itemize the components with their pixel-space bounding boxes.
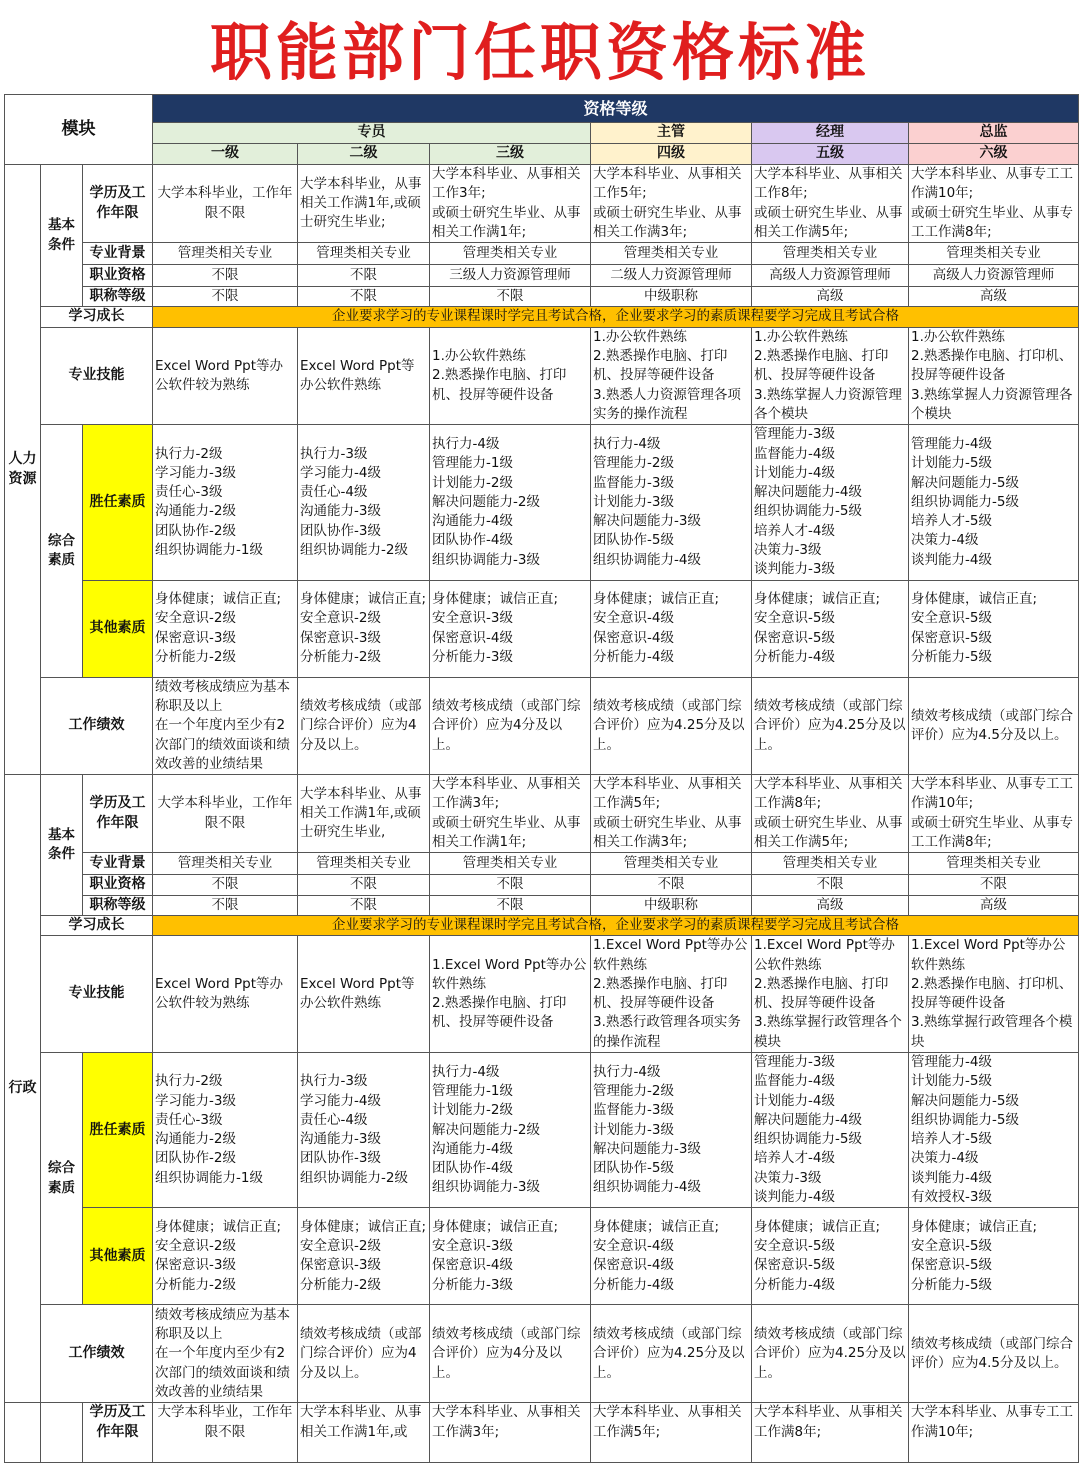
education-cell: 大学本科毕业、从事相关工作8年; 或硕士研究生毕业、从事相关工作满5年; xyxy=(752,165,909,243)
education-cell: 大学本科毕业、从事相关工作满1年,或硕士研究生毕业, xyxy=(298,775,430,853)
certification-cell: 不限 xyxy=(752,875,909,895)
level-header-4: 四级 xyxy=(591,144,752,165)
skills-cell: 1.Excel Word Ppt等办公软件熟练 2.熟悉操作电脑、打印机、投屏等硬件设备 3.熟练掌握行政管理各个模块 xyxy=(909,936,1079,1053)
education-cell: 大学本科毕业，工作年限不限 xyxy=(153,775,298,853)
education-cell: 大学本科毕业、从事相关工作满5年; 或硕士研究生毕业、从事相关工作满3年; xyxy=(591,775,752,853)
other-quality-cell: 身体健康；诚信正直; 安全意识-4级 保密意识-4级 分析能力-4级 xyxy=(591,580,752,677)
performance-cell: 绩效考核成绩（或部门综合评价）应为4.25分及以上。 xyxy=(752,677,909,774)
performance-cell: 绩效考核成绩（或部门综合评价）应为4分及以上。 xyxy=(298,1305,430,1403)
education-label: 学历及工作年限 xyxy=(83,775,153,853)
competency-cell: 执行力-3级 学习能力-4级 责任心-4级 沟通能力-3级 团队协作-3级 组织协调能力-2级 xyxy=(298,1052,430,1207)
major-cell: 管理类相关专业 xyxy=(591,243,752,265)
competency-cell: 执行力-3级 学习能力-4级 责任心-4级 沟通能力-3级 团队协作-3级 组织协调能力-2级 xyxy=(298,425,430,580)
certification-cell: 二级人力资源管理师 xyxy=(591,265,752,287)
certification-cell: 不限 xyxy=(298,875,430,895)
major-cell: 管理类相关专业 xyxy=(752,243,909,265)
title-level-cell: 中级职称 xyxy=(591,895,752,915)
other-quality-cell: 身体健康；诚信正直; 安全意识-2级 保密意识-3级 分析能力-2级 xyxy=(153,1208,298,1305)
skills-cell: 1.Excel Word Ppt等办公软件熟练 2.熟悉操作电脑、打印机、投屏等硬件设备 3.熟悉行政管理各项实务的操作流程 xyxy=(591,936,752,1053)
skills-label: 专业技能 xyxy=(41,936,153,1053)
title-level-label: 职称等级 xyxy=(83,895,153,915)
competency-cell: 执行力-4级 管理能力-2级 监督能力-3级 计划能力-3级 解决问题能力-3级 团队协作-5级 组织协调能力-4级 xyxy=(591,1052,752,1207)
other-quality-cell: 身体健康；诚信正直; 安全意识-4级 保密意识-4级 分析能力-4级 xyxy=(591,1208,752,1305)
group-header-manager: 经理 xyxy=(752,123,909,144)
other-quality-cell: 身体健康；诚信正直; 安全意识-5级 保密意识-5级 分析能力-5级 xyxy=(909,1208,1079,1305)
skills-cell: 1.办公软件熟练 2.熟悉操作电脑、打印机、投屏等硬件设备 3.熟悉人力资源管理各项实务的操作流程 xyxy=(591,327,752,424)
other-quality-cell: 身体健康；诚信正直; 安全意识-3级 保密意识-4级 分析能力-3级 xyxy=(430,580,591,677)
title-level-label: 职称等级 xyxy=(83,287,153,307)
major-label: 专业背景 xyxy=(83,853,153,875)
learning-growth-label: 学习成长 xyxy=(41,915,153,935)
certification-label: 职业资格 xyxy=(83,265,153,287)
competency-cell: 管理能力-3级 监督能力-4级 计划能力-4级 解决问题能力-4级 组织协调能力-5级 培养人才-4级 决策力-3级 谈判能力-3级 xyxy=(752,425,909,580)
skills-cell: Excel Word Ppt等办公软件较为熟练 xyxy=(153,936,298,1053)
other-quality-label: 其他素质 xyxy=(83,1208,153,1305)
learning-growth-text: 企业要求学习的专业课程课时学完且考试合格，企业要求学习的素质课程要学习完成且考试合格 xyxy=(153,915,1079,935)
other-quality-cell: 身体健康，诚信正直; 安全意识-5级 保密意识-5级 分析能力-5级 xyxy=(909,580,1079,677)
education-cell: 大学本科毕业、从事相关工作满8年; 或硕士研究生毕业、从事相关工作满5年; xyxy=(752,775,909,853)
competency-cell: 管理能力-4级 计划能力-5级 解决问题能力-5级 组织协调能力-5级 培养人才-5级 决策力-4级 谈判能力-4级 有效授权-3级 xyxy=(909,1052,1079,1207)
other-quality-cell: 身体健康；诚信正直; 安全意识-3级 保密意识-4级 分析能力-3级 xyxy=(430,1208,591,1305)
competency-cell: 执行力-2级 学习能力-3级 责任心-3级 沟通能力-2级 团队协作-2级 组织协调能力-1级 xyxy=(153,1052,298,1207)
title-level-cell: 中级职称 xyxy=(591,287,752,307)
education-cell: 大学本科毕业，工作年限不限 xyxy=(153,165,298,243)
education-cell: 大学本科毕业、从事相关工作满1年,或 xyxy=(298,1403,430,1463)
major-cell: 管理类相关专业 xyxy=(752,853,909,875)
performance-cell: 绩效考核成绩（或部门综合评价）应为4分及以上。 xyxy=(430,677,591,774)
performance-label: 工作绩效 xyxy=(41,677,153,774)
performance-label: 工作绩效 xyxy=(41,1305,153,1403)
title-level-cell: 不限 xyxy=(430,895,591,915)
level-header-1: 一级 xyxy=(153,144,298,165)
certification-cell: 不限 xyxy=(909,875,1079,895)
performance-cell: 绩效考核成绩应为基本称职及以上 在一个年度内至少有2次部门的绩效面谈和绩效改善的业绩结果 xyxy=(153,1305,298,1403)
title-level-cell: 不限 xyxy=(298,287,430,307)
certification-cell: 不限 xyxy=(153,875,298,895)
module-header: 模块 xyxy=(5,95,153,165)
performance-cell: 绩效考核成绩（或部门综合评价）应为4.5分及以上。 xyxy=(909,677,1079,774)
certification-cell: 高级人力资源管理师 xyxy=(752,265,909,287)
certification-cell: 高级人力资源管理师 xyxy=(909,265,1079,287)
skills-label: 专业技能 xyxy=(41,327,153,424)
title-level-cell: 不限 xyxy=(153,895,298,915)
level-header-2: 二级 xyxy=(298,144,430,165)
major-cell: 管理类相关专业 xyxy=(909,243,1079,265)
skills-cell: Excel Word Ppt等办公软件较为熟练 xyxy=(153,327,298,424)
skills-cell: 1.办公软件熟练 2.熟悉操作电脑、打印机、投屏等硬件设备 3.熟练掌握人力资源管理各个模块 xyxy=(909,327,1079,424)
group-header-supervisor: 主管 xyxy=(591,123,752,144)
performance-cell: 绩效考核成绩（或部门综合评价）应为4.25分及以上。 xyxy=(591,677,752,774)
major-cell: 管理类相关专业 xyxy=(298,243,430,265)
other-quality-cell: 身体健康；诚信正直; 安全意识-2级 保密意识-3级 分析能力-2级 xyxy=(153,580,298,677)
certification-label: 职业资格 xyxy=(83,875,153,895)
education-cell: 大学本科毕业、从事相关工作3年; 或硕士研究生毕业、从事相关工作满1年; xyxy=(430,165,591,243)
performance-cell: 绩效考核成绩（或部门综合评价）应为4.25分及以上。 xyxy=(591,1305,752,1403)
education-cell: 大学本科毕业，工作年限不限 xyxy=(153,1403,298,1463)
composite-quality-label: 综合素质 xyxy=(41,1052,83,1304)
title-level-cell: 高级 xyxy=(909,287,1079,307)
major-cell: 管理类相关专业 xyxy=(298,853,430,875)
section-name: 人力资源 xyxy=(5,165,41,775)
major-cell: 管理类相关专业 xyxy=(153,853,298,875)
other-quality-cell: 身体健康；诚信正直; 安全意识-5级 保密意识-5级 分析能力-4级 xyxy=(752,1208,909,1305)
competency-cell: 管理能力-3级 监督能力-4级 计划能力-4级 解决问题能力-4级 组织协调能力-5级 培养人才-4级 决策力-3级 谈判能力-4级 xyxy=(752,1052,909,1207)
major-cell: 管理类相关专业 xyxy=(153,243,298,265)
title-level-cell: 不限 xyxy=(430,287,591,307)
basic-conditions-label: 基本条件 xyxy=(41,165,83,307)
level-header-3: 三级 xyxy=(430,144,591,165)
skills-cell: 1.Excel Word Ppt等办公软件熟练 2.熟悉操作电脑、打印机、投屏等硬件设备 xyxy=(430,936,591,1053)
level-header-5: 五级 xyxy=(752,144,909,165)
certification-cell: 不限 xyxy=(153,265,298,287)
title-level-cell: 高级 xyxy=(909,895,1079,915)
education-cell: 大学本科毕业、从事相关工作满3年; xyxy=(430,1403,591,1463)
competency-cell: 执行力-4级 管理能力-1级 计划能力-2级 解决问题能力-2级 沟通能力-4级 团队协作-4级 组织协调能力-3级 xyxy=(430,425,591,580)
education-label: 学历及工作年限 xyxy=(83,165,153,243)
major-cell: 管理类相关专业 xyxy=(909,853,1079,875)
performance-cell: 绩效考核成绩（或部门综合评价）应为4分及以上。 xyxy=(298,677,430,774)
major-cell: 管理类相关专业 xyxy=(430,243,591,265)
certification-cell: 不限 xyxy=(430,875,591,895)
other-quality-cell: 身体健康；诚信正直; 安全意识-2级 保密意识-3级 分析能力-2级 xyxy=(298,1208,430,1305)
performance-cell: 绩效考核成绩应为基本称职及以上 在一个年度内至少有2次部门的绩效面谈和绩效改善的业绩结果 xyxy=(153,677,298,774)
performance-cell: 绩效考核成绩（或部门综合评价）应为4.25分及以上。 xyxy=(752,1305,909,1403)
group-header-director: 总监 xyxy=(909,123,1079,144)
education-cell: 大学本科毕业，从事相关工作满1年,或硕士研究生毕业; xyxy=(298,165,430,243)
education-cell: 大学本科毕业、从事专工工作满10年; 或硕士研究生毕业、从事专工工作满8年; xyxy=(909,165,1079,243)
title-level-cell: 不限 xyxy=(153,287,298,307)
competency-cell: 执行力-4级 管理能力-1级 计划能力-2级 解决问题能力-2级 沟通能力-4级 团队协作-4级 组织协调能力-3级 xyxy=(430,1052,591,1207)
skills-cell: 1.办公软件熟练 2.熟悉操作电脑、打印机、投屏等硬件设备 3.熟练掌握人力资源管理各个模块 xyxy=(752,327,909,424)
education-cell: 大学本科毕业、从事相关工作5年; 或硕士研究生毕业、从事相关工作满3年; xyxy=(591,165,752,243)
education-cell: 大学本科毕业、从事专工工作满10年; 或硕士研究生毕业、从事专工工作满8年; xyxy=(909,775,1079,853)
title-level-cell: 不限 xyxy=(298,895,430,915)
certification-cell: 不限 xyxy=(298,265,430,287)
education-cell: 大学本科毕业、从事相关工作满5年; xyxy=(591,1403,752,1463)
education-cell: 大学本科毕业、从事专工工作满10年; xyxy=(909,1403,1079,1463)
other-quality-cell: 身体健康；诚信正直; 安全意识-2级 保密意识-3级 分析能力-2级 xyxy=(298,580,430,677)
level-header-6: 六级 xyxy=(909,144,1079,165)
qualification-table xyxy=(4,94,1079,1463)
education-cell: 大学本科毕业、从事相关工作满3年; 或硕士研究生毕业、从事相关工作满1年; xyxy=(430,775,591,853)
competency-label: 胜任素质 xyxy=(83,425,153,580)
page-title: 职能部门任职资格标准 xyxy=(209,15,870,89)
learning-growth-text: 企业要求学习的专业课程课时学完且考试合格，企业要求学习的素质课程要学习完成且考试合格 xyxy=(153,307,1079,327)
section-name xyxy=(5,1403,41,1463)
major-cell: 管理类相关专业 xyxy=(591,853,752,875)
title-level-cell: 高级 xyxy=(752,287,909,307)
other-quality-cell: 身体健康；诚信正直; 安全意识-5级 保密意识-5级 分析能力-4级 xyxy=(752,580,909,677)
competency-cell: 执行力-4级 管理能力-2级 监督能力-3级 计划能力-3级 解决问题能力-3级 团队协作-5级 组织协调能力-4级 xyxy=(591,425,752,580)
skills-cell: Excel Word Ppt等办公软件熟练 xyxy=(298,936,430,1053)
title-level-cell: 高级 xyxy=(752,895,909,915)
certification-cell: 不限 xyxy=(591,875,752,895)
skills-cell: Excel Word Ppt等办公软件熟练 xyxy=(298,327,430,424)
major-cell: 管理类相关专业 xyxy=(430,853,591,875)
performance-cell: 绩效考核成绩（或部门综合评价）应为4.5分及以上。 xyxy=(909,1305,1079,1403)
major-label: 专业背景 xyxy=(83,243,153,265)
certification-cell: 三级人力资源管理师 xyxy=(430,265,591,287)
learning-growth-label: 学习成长 xyxy=(41,307,153,327)
competency-label: 胜任素质 xyxy=(83,1052,153,1207)
section-name: 行政 xyxy=(5,775,41,1403)
skills-cell: 1.办公软件熟练 2.熟悉操作电脑、打印机、投屏等硬件设备 xyxy=(430,327,591,424)
education-cell: 大学本科毕业、从事相关工作满8年; xyxy=(752,1403,909,1463)
other-quality-label: 其他素质 xyxy=(83,580,153,677)
composite-quality-label: 综合素质 xyxy=(41,425,83,677)
competency-cell: 管理能力-4级 计划能力-5级 解决问题能力-5级 组织协调能力-5级 培养人才-5级 决策力-4级 谈判能力-4级 xyxy=(909,425,1079,580)
competency-cell: 执行力-2级 学习能力-3级 责任心-3级 沟通能力-2级 团队协作-2级 组织协调能力-1级 xyxy=(153,425,298,580)
group-header-specialist: 专员 xyxy=(153,123,591,144)
basic-conditions-label xyxy=(41,1403,83,1463)
qualification-level-header: 资格等级 xyxy=(153,95,1079,123)
basic-conditions-label: 基本条件 xyxy=(41,775,83,916)
education-label: 学历及工作年限 xyxy=(83,1403,153,1463)
skills-cell: 1.Excel Word Ppt等办公软件熟练 2.熟悉操作电脑、打印机、投屏等硬件设备 3.熟练掌握行政管理各个模块 xyxy=(752,936,909,1053)
performance-cell: 绩效考核成绩（或部门综合评价）应为4分及以上。 xyxy=(430,1305,591,1403)
